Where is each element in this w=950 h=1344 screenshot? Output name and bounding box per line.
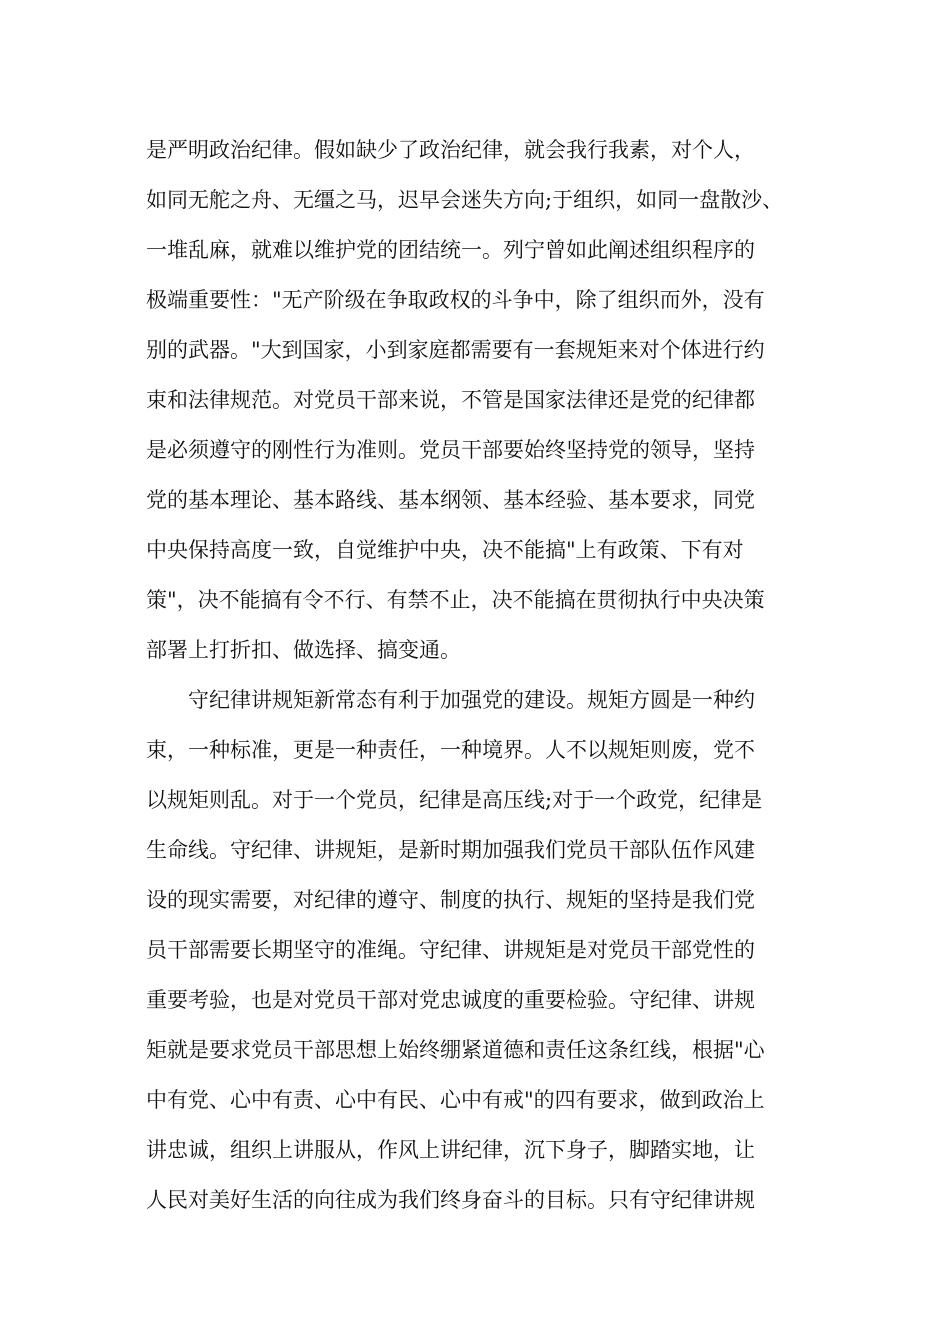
- text-line: 是必须遵守的刚性行为准则。党员干部要始终坚持党的领导，坚持: [146, 438, 755, 462]
- text-line: 别的武器。"大到国家，小到家庭都需要有一套规矩来对个体进行约: [146, 338, 765, 362]
- text-line: 员干部需要长期坚守的准绳。守纪律、讲规矩是对党员干部党性的: [146, 938, 755, 962]
- text-line: 人民对美好生活的向往成为我们终身奋斗的目标。只有守纪律讲规: [146, 1188, 755, 1212]
- text-line: 部署上打折扣、做选择、搞变通。: [146, 638, 461, 662]
- text-line: 设的现实需要，对纪律的遵守、制度的执行、规矩的坚持是我们党: [146, 888, 755, 912]
- text-line-first-indented: 守纪律讲规矩新常态有利于加强党的建设。规矩方圆是一种约: [188, 688, 755, 712]
- text-line: 中有党、心中有责、心中有民、心中有戒"的四有要求，做到政治上: [146, 1088, 765, 1112]
- paragraph-1: [146, 125, 806, 675]
- document-body: [146, 125, 806, 1275]
- text-line: 束，一种标准，更是一种责任，一种境界。人不以规矩则废，党不: [146, 738, 755, 762]
- text-line: 如同无舵之舟、无缰之马，迟早会迷失方向;于组织，如同一盘散沙、: [146, 188, 784, 212]
- text-line: 以规矩则乱。对于一个党员，纪律是高压线;对于一个政党，纪律是: [146, 788, 763, 812]
- text-line: 中央保持高度一致，自觉维护中央，决不能搞"上有政策、下有对: [146, 538, 744, 562]
- text-line: 党的基本理论、基本路线、基本纲领、基本经验、基本要求，同党: [146, 488, 755, 512]
- text-line: 生命线。守纪律、讲规矩，是新时期加强我们党员干部队伍作风建: [146, 838, 755, 862]
- text-line: [146, 1225, 806, 1275]
- paragraph-2: [146, 675, 806, 1275]
- text-line: 重要考验，也是对党员干部对党忠诚度的重要检验。守纪律、讲规: [146, 988, 755, 1012]
- text-line: 极端重要性："无产阶级在争取政权的斗争中，除了组织而外，没有: [146, 288, 765, 312]
- text-line: 是严明政治纪律。假如缺少了政治纪律，就会我行我素，对个人，: [146, 138, 755, 162]
- text-line: 一堆乱麻，就难以维护党的团结统一。列宁曾如此阐述组织程序的: [146, 238, 755, 262]
- text-line: 讲忠诚，组织上讲服从，作风上讲纪律，沉下身子，脚踏实地，让: [146, 1138, 755, 1162]
- text-line: 策"，决不能搞有令不行、有禁不止，决不能搞在贯彻执行中央决策: [146, 588, 765, 612]
- text-line: 矩就是要求党员干部思想上始终绷紧道德和责任这条红线，根据"心: [146, 1038, 765, 1062]
- text-line: 束和法律规范。对党员干部来说，不管是国家法律还是党的纪律都: [146, 388, 755, 412]
